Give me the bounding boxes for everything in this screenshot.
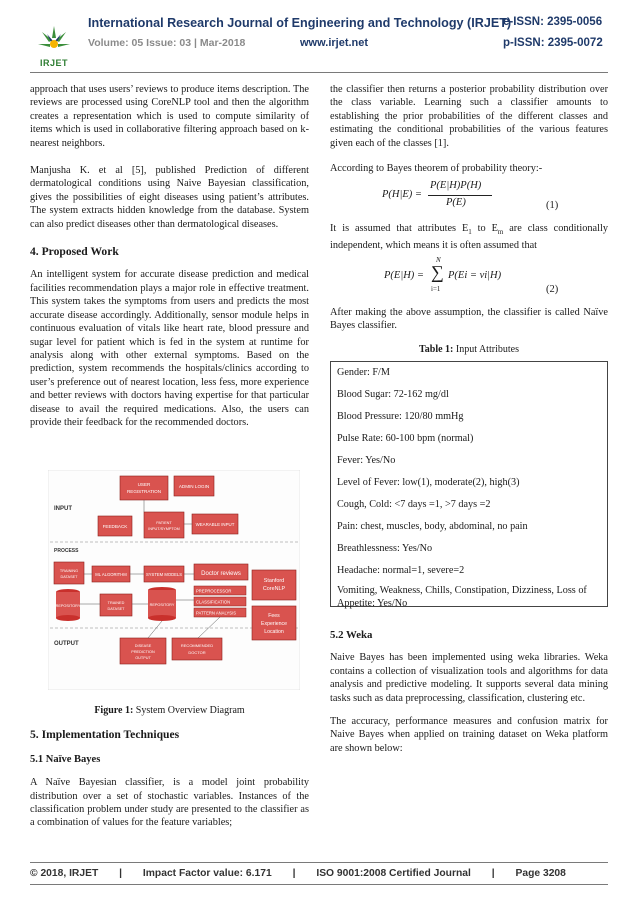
svg-text:DOCTOR: DOCTOR xyxy=(188,650,206,655)
paragraph: An intelligent system for accurate disease prediction and medical facilities recommendation plays a major role in effective treatment. This system takes the symptoms from users and predicts the most accurate disease accordingly. Additionally, sensor module helps in continuous evaluation of vitals like heart rate, blood pressure and sugar level for patient which is fed in the system at runtime for analysis along with other external symptoms. Based on the prediction, system recommends the hospitals/clinics according to user’s preference out of nearest location, less fess, more experience and better reviews with doctors having expertise for that particular disease to avail the required medications. Also, the users can provide their feedback for the recommended doctors. xyxy=(30,269,309,428)
input-attributes-table xyxy=(330,361,608,607)
footer-rule-bottom xyxy=(30,884,608,885)
diagram-input-label: INPUT xyxy=(54,506,72,512)
table-row: Level of Fever: low(1), moderate(2), high(3) xyxy=(337,477,520,488)
paragraph: the classifier then returns a posterior probability distribution over the class variable. Learning such a classifier amounts to establishing the prior probabilities of the different classes and estimating the conditional probabilities of the various features given each of the classes [1]. xyxy=(330,84,608,149)
system-overview-diagram xyxy=(48,470,300,690)
box-fees: Fees xyxy=(268,613,280,619)
box-feedback: FEEDBACK xyxy=(102,524,128,529)
e-issn: e-ISSN: 2395-0056 xyxy=(503,16,603,28)
box-user-registration: USER xyxy=(137,482,151,487)
table-row: Cough, Cold: <7 days =1, >7 days =2 xyxy=(337,499,491,510)
footer-impact: Impact Factor value: 6.171 xyxy=(142,868,272,879)
paragraph: It is assumed that attributes $E_1$ to $E_m$ are class conditionally independent, which means it is often assumed that xyxy=(330,223,608,252)
box-trained-dataset: TRAINED xyxy=(107,601,125,605)
irjet-logo xyxy=(34,22,74,58)
table-row: Pulse Rate: 60-100 bpm (normal) xyxy=(337,433,474,444)
subsection-heading-nb: 5.1 Naïve Bayes xyxy=(30,753,101,765)
footer-copyright: © 2018, IRJET xyxy=(30,868,99,879)
logo-text: IRJET xyxy=(40,58,69,68)
paragraph: approach that uses users’ reviews to produce items description. The reviews are processed using CoreNLP tool and then the algorithm creates a representation which is used to compute similarity of items which is used in collaborative filtering approach based on k-nearest neighbors. xyxy=(30,84,309,149)
left-column-lower xyxy=(30,704,309,830)
right-column-p3 xyxy=(330,222,608,253)
box-classification: CLASSIFICATION xyxy=(196,599,231,605)
paragraph: According to Bayes theorem of probability theory:- xyxy=(330,163,543,175)
table-row: Headache: normal=1, severe=2 xyxy=(337,565,465,576)
left-column xyxy=(30,83,309,429)
figure-caption: Figure 1: System Overview Diagram xyxy=(94,705,245,716)
box-ml-algorithm: ML ALGORITHM xyxy=(95,572,127,577)
diagram-process-label: PROCESS xyxy=(54,548,79,554)
header-rule xyxy=(30,72,608,73)
equation-2: P(E|H) = N ∑ i=1 P(Ei = vi|H) xyxy=(384,256,502,293)
footer-rule xyxy=(30,862,608,863)
section-heading-proposed: 4. Proposed Work xyxy=(30,245,119,259)
box-wearable-input: WEARABLE INPUT xyxy=(195,522,235,527)
equation-1-number: (1) xyxy=(546,200,559,211)
svg-text:Location: Location xyxy=(264,629,284,635)
footer-page: Page 3208 xyxy=(515,868,566,879)
p-issn: p-ISSN: 2395-0072 xyxy=(503,37,603,49)
equation-1: P(H|E) = P(E|H)P(H) P(E) xyxy=(382,180,562,214)
table-row: Blood Sugar: 72-162 mg/dl xyxy=(337,389,449,400)
paragraph: After making the above assumption, the classifier is called Naïve Bayes classifier. xyxy=(330,307,608,332)
table-row: Fever: Yes/No xyxy=(337,455,396,466)
svg-text:DATASET: DATASET xyxy=(107,607,125,611)
journal-title: International Research Journal of Engineering and Technology (IRJET) xyxy=(88,16,512,30)
box-repository-mid: REPOSITORY xyxy=(149,603,175,607)
right-column xyxy=(330,83,608,175)
table-row: Blood Pressure: 120/80 mmHg xyxy=(337,411,464,422)
table-row: Vomiting, Weakness, Chills, Constipation, Dizziness, Loss of Appetite: Yes/No xyxy=(337,585,587,609)
box-training-dataset: TRAINING xyxy=(59,569,79,573)
svg-text:Experience: Experience xyxy=(261,621,287,627)
table-row: Pain: chest, muscles, body, abdominal, no pain xyxy=(337,521,528,532)
paragraph: Naive Bayes has been implemented using weka libraries. Weka contains a collection of visualization tools and algorithms for data analysis and predictive modeling. It supports several data mining tasks such as data preprocessing, classification, clustering etc. xyxy=(330,652,608,704)
svg-text:OUTPUT: OUTPUT xyxy=(135,656,151,660)
box-disease-output: DISEASE xyxy=(134,644,152,648)
volume-line: Volume: 05 Issue: 03 | Mar-2018 xyxy=(88,37,246,49)
diagram-output-label: OUTPUT xyxy=(54,641,79,647)
box-system-models: SYSTEM MODELS xyxy=(145,572,183,577)
svg-text:CoreNLP: CoreNLP xyxy=(262,586,286,592)
box-repository-left: REPOSITORY xyxy=(55,604,81,608)
journal-url[interactable]: www.irjet.net xyxy=(300,37,369,49)
svg-text:INPUT/SYMPTOM: INPUT/SYMPTOM xyxy=(148,527,180,531)
subsection-heading-weka: 5.2 Weka xyxy=(330,629,373,641)
right-column-lower xyxy=(330,629,608,755)
section-heading-impl: 5. Implementation Techniques xyxy=(30,728,180,742)
box-preprocessor: PREPROCESSOR xyxy=(196,588,232,594)
table-caption: Table 1: Input Attributes xyxy=(419,343,519,355)
svg-text:DATASET: DATASET xyxy=(60,575,78,579)
box-pattern-analysis: PATTERN ANALYSIS xyxy=(196,610,237,616)
box-stanford: Stanford xyxy=(263,578,285,584)
svg-text:REGISTRATION: REGISTRATION xyxy=(126,489,162,494)
right-column-p4 xyxy=(330,306,608,356)
footer-iso: ISO 9001:2008 Certified Journal xyxy=(316,868,471,879)
paragraph: The accuracy, performance measures and confusion matrix for Naive Bayes when applied on training dataset on Weka platform are shown below: xyxy=(330,716,608,754)
footer: © 2018, IRJET | Impact Factor value: 6.171 | ISO 9001:2008 Certified Journal | Page 3208 xyxy=(30,868,566,879)
paragraph: A Naïve Bayesian classifier, is a model joint probability distribution over a set of stochastic variables. Instances of the classification problem under study are presented to the classifier as a combination of values for the feature variables; xyxy=(30,777,309,829)
box-doctor-reviews: Doctor reviews xyxy=(201,571,241,577)
equation-2-number: (2) xyxy=(546,284,559,295)
table-row: Gender: F/M xyxy=(337,367,390,378)
svg-text:PREDICTION: PREDICTION xyxy=(131,650,155,654)
box-admin-login: ADMIN LOGIN xyxy=(178,484,210,489)
box-patient-input: PATIENT xyxy=(156,521,172,525)
box-recommended-doctor: RECOMMENDED xyxy=(180,643,214,648)
paragraph: Manjusha K. et al [5], published Prediction of different dermatological conditions using Naive Bayesian classification, gives the possibilities of eight diseases using patient’s attributes. The system extracts hidden knowledge from the database. System can also predict diseases other than dermatological diseases. xyxy=(30,165,309,230)
table-row: Breathlessness: Yes/No xyxy=(337,543,433,554)
